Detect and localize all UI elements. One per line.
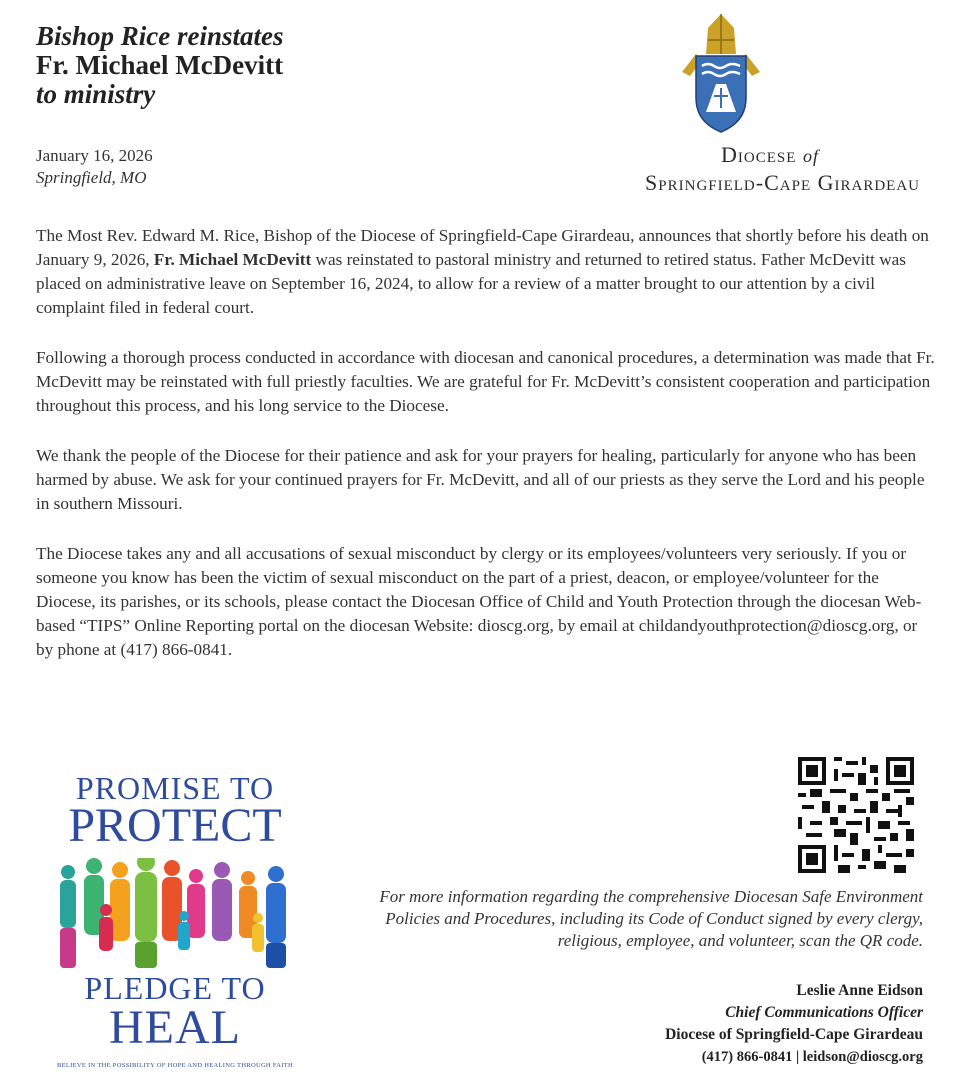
diocese-word: Diocese (721, 142, 797, 167)
contact-phone-email[interactable]: (417) 866-0841 | leidson@dioscg.org (701, 1049, 923, 1065)
paragraph-3: We thank the people of the Diocese for their patience and ask for your prayers for healing, particularly for anyone who has been harmed by abuse. We ask for your continued prayers for Fr. McDevitt, and all of our priests as they serve the Lord and his people in southern Missouri. (36, 446, 925, 513)
promise-line-4: HEAL (109, 1001, 241, 1054)
qr-code-icon[interactable] (798, 757, 914, 873)
diocese-of: of (802, 146, 819, 166)
dateline (36, 145, 153, 189)
headline-line-2: Fr. Michael McDevitt (36, 50, 284, 80)
contact-block (503, 980, 923, 1068)
release-date: January 16, 2026 (36, 146, 153, 165)
contact-name: Leslie Anne Eidson (796, 982, 923, 999)
diocese-wordmark (500, 142, 920, 197)
headline-line-1: Bishop Rice reinstates (36, 21, 284, 51)
headline (36, 22, 284, 109)
paragraph-1 (36, 224, 936, 320)
promise-line-3: PLEDGE TO (84, 970, 266, 1006)
headline-line-3: to ministry (36, 79, 156, 109)
paragraph-4: The Diocese takes any and all accusations of sexual misconduct by clergy or its employees/volunteers very seriously. If you or someone you know has been the victim of sexual misconduct on the part of a priest, deacon, or employee/volunteer for the Diocese, its parishes, or its schools, please contact the Diocesan Office of Child and Youth Protection through the diocesan Web-based “TIPS” Online Reporting portal on the diocesan Website: dioscg.org, by email at childandyouthprotection@dioscg.org, or by phone at (417) 866-0841. (36, 544, 922, 659)
qr-info-text: For more information regarding the comprehensive Diocesan Safe Environment Policies and Procedures, including its Code of Conduct signed by every clergy, religious, employee, and volunteer, scan the QR code. (379, 887, 923, 950)
contact-organization: Diocese of Springfield-Cape Girardeau (665, 1026, 923, 1043)
diocese-crest-icon (676, 10, 766, 136)
contact-role: Chief Communications Officer (725, 1004, 923, 1021)
paragraph-2: Following a thorough process conducted in accordance with diocesan and canonical procedures, a determination was made that Fr. McDevitt may be reinstated with full priestly faculties. We are grateful for Fr. McDevitt’s consistent cooperation and participation throughout this process, and his long service to the Diocese. (36, 348, 935, 415)
promise-tagline: BELIEVE IN THE POSSIBILITY OF HOPE AND HEALING THROUGH FAITH (56, 1062, 294, 1069)
promise-line-2: PROTECT (68, 799, 282, 852)
paragraph-1-end: was reinstated to pastoral ministry and returned to retired status. Father McDevitt was placed on administrative leave on September 16, 2024, to allow for a review of a matter brought to our attention by a civil complaint filed in federal court. (36, 250, 906, 317)
article-body (36, 224, 936, 688)
promise-line-1: PROMISE TO (75, 770, 275, 806)
paragraph-1-start: The Most Rev. Edward M. Rice, Bishop of the Diocese of Springfield-Cape Girardeau, announces that shortly before his death on January 9, 2026, (36, 226, 929, 269)
people-silhouettes-icon (46, 858, 306, 970)
promise-to-protect-logo (30, 770, 320, 1080)
priest-name-bold: Fr. Michael McDevitt (153, 250, 312, 269)
diocese-full-name: Springfield-Cape Girardeau (645, 170, 920, 195)
release-location: Springfield, MO (36, 168, 147, 187)
